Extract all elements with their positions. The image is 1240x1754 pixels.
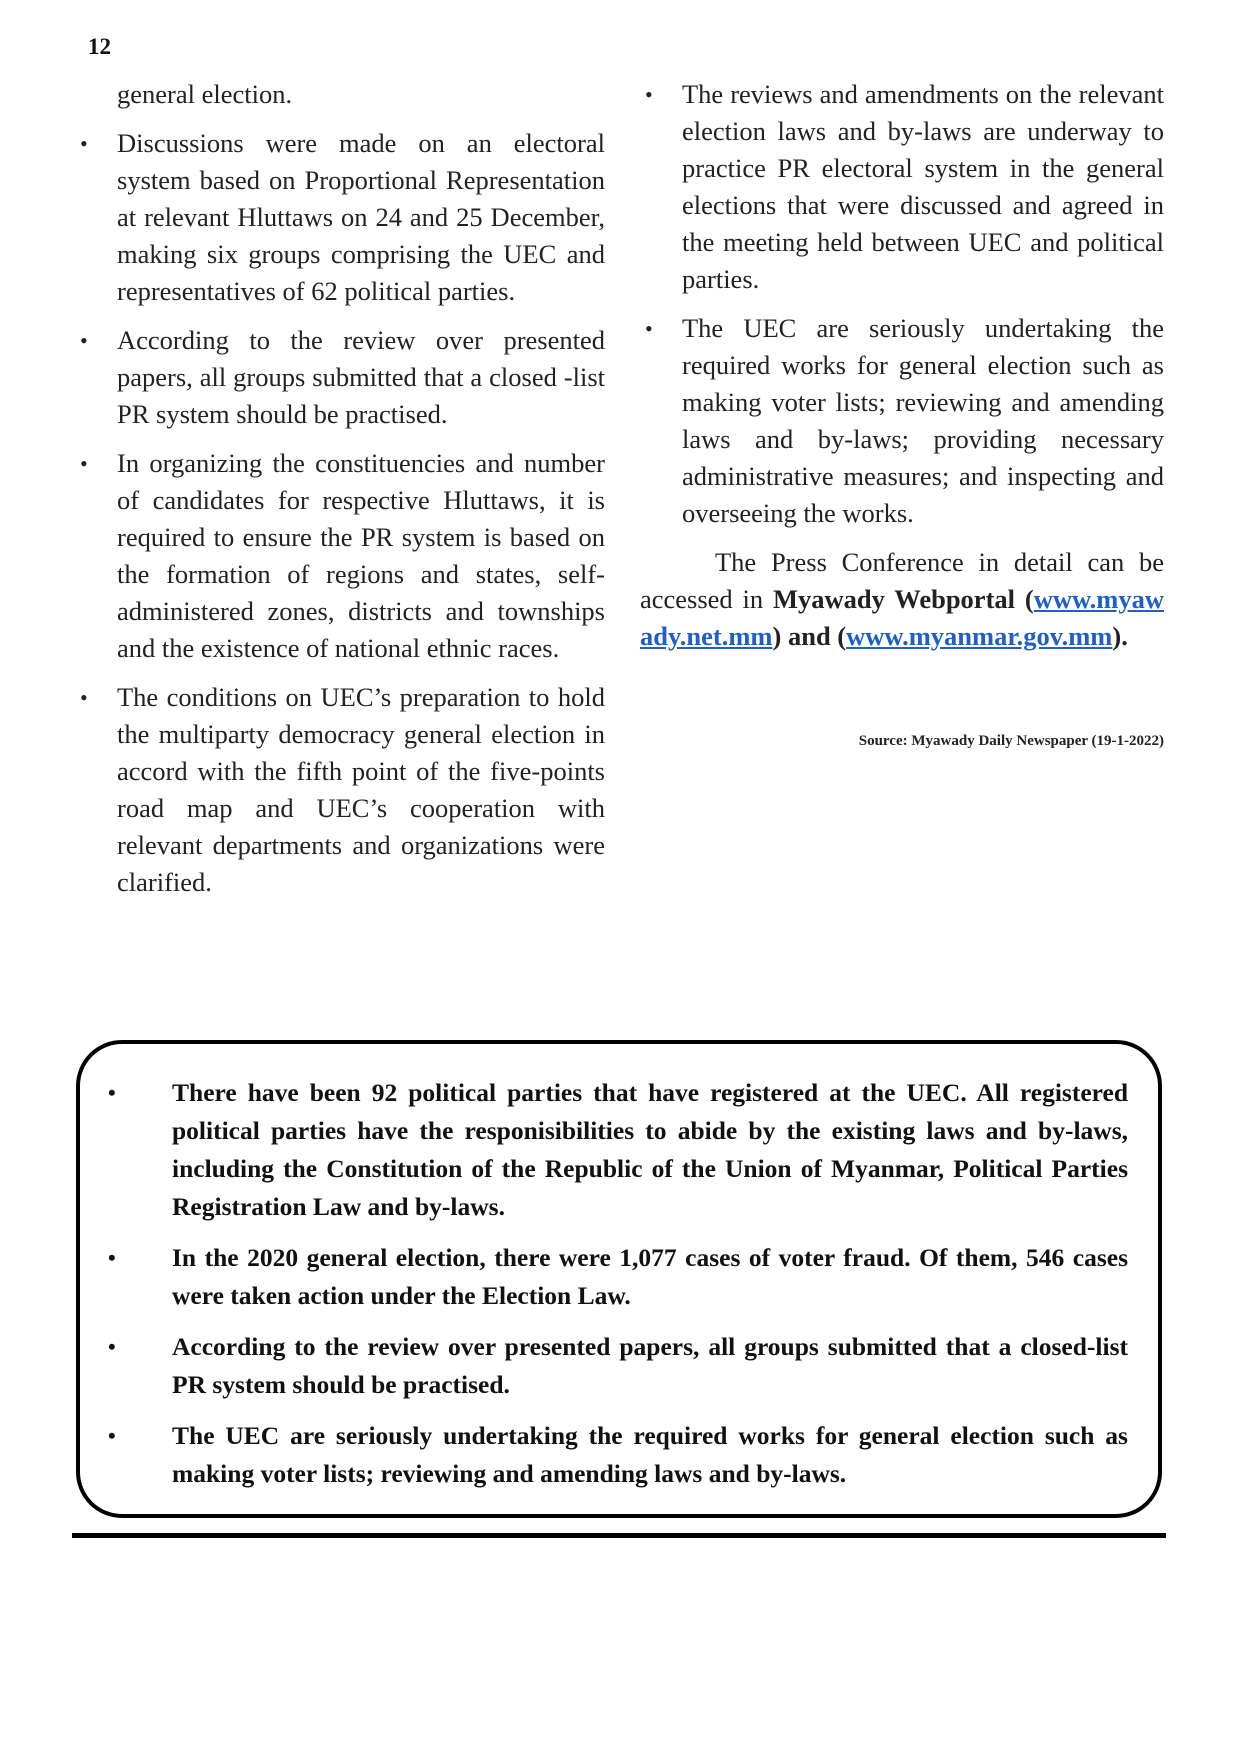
bullet-icon: • xyxy=(108,1334,116,1359)
summary-item-text: According to the review over presented papers, all groups submitted that a closed-list PR system should be practised. xyxy=(172,1332,1128,1399)
page-number: 12 xyxy=(88,34,111,59)
list-item xyxy=(75,445,605,667)
bullet-icon: • xyxy=(80,685,88,710)
myanmar-gov-link[interactable]: www.myanmar.gov.mm xyxy=(846,621,1113,651)
summary-item xyxy=(108,1239,1128,1315)
right-column xyxy=(640,76,1164,751)
and-text: ) and ( xyxy=(772,621,847,651)
summary-item xyxy=(108,1417,1128,1493)
list-item xyxy=(640,310,1164,532)
bullet-icon: • xyxy=(108,1423,116,1448)
list-item-text: The UEC are seriously undertaking the required works for general election such as making voter lists; reviewing and amending laws and by-laws; providing necessary administrative measures; and inspecting and overseeing the works. xyxy=(682,313,1164,528)
paren-close: ). xyxy=(1112,621,1128,651)
bullet-icon: • xyxy=(80,131,88,156)
bullet-icon: • xyxy=(80,328,88,353)
summary-box xyxy=(76,1040,1162,1518)
press-intro: The Press Conference in detail can be accessed in xyxy=(640,547,1164,614)
paren-open: ( xyxy=(1015,584,1034,614)
portal-name: Myawady Webportal xyxy=(773,584,1016,614)
bullet-icon: • xyxy=(645,316,653,341)
myawady-link[interactable]: www.myawady.net.mm xyxy=(640,584,1164,651)
bottom-divider xyxy=(72,1533,1166,1538)
summary-item-text: In the 2020 general election, there were 1,077 cases of voter fraud. Of them, 546 cases were taken action under the Election Law. xyxy=(172,1243,1128,1310)
right-bullet-list xyxy=(640,76,1164,532)
list-item xyxy=(75,679,605,901)
list-item-text: Discussions were made on an electoral system based on Proportional Representation at relevant Hluttaws on 24 and 25 December, making six groups comprising the UEC and representatives of 62 political parties. xyxy=(117,128,605,306)
summary-bullet-list xyxy=(108,1074,1128,1493)
bullet-icon: • xyxy=(645,82,653,107)
list-item xyxy=(75,125,605,310)
list-item xyxy=(640,76,1164,298)
list-item-text: According to the review over presented papers, all groups submitted that a closed -list PR system should be practised. xyxy=(117,325,605,429)
press-conference-paragraph xyxy=(640,544,1164,655)
summary-item xyxy=(108,1074,1128,1226)
summary-item-text: The UEC are seriously undertaking the required works for general election such as making voter lists; reviewing and amending laws and by-laws. xyxy=(172,1421,1128,1488)
continuation-text: general election. xyxy=(117,79,293,109)
summary-item-text: There have been 92 political parties that have registered at the UEC. All registered political parties have the responisibilities to abide by the existing laws and by-laws, including the Constitution of the Republic of the Union of Myanmar, Political Parties Registration Law and by-laws. xyxy=(172,1078,1128,1221)
bullet-icon: • xyxy=(108,1080,116,1105)
bullet-icon: • xyxy=(108,1245,116,1270)
list-item-text: The reviews and amendments on the relevant election laws and by-laws are underway to practice PR electoral system in the general elections that were discussed and agreed in the meeting held between UEC and political parties. xyxy=(682,79,1164,294)
summary-item xyxy=(108,1328,1128,1404)
bullet-icon: • xyxy=(80,451,88,476)
left-column xyxy=(75,76,605,913)
list-item-text: The conditions on UEC’s preparation to hold the multiparty democracy general election in accord with the fifth point of the five-points road map and UEC’s cooperation with relevant departments and organizations were clarified. xyxy=(117,682,605,897)
list-item-text: In organizing the constituencies and number of candidates for respective Hluttaws, it is required to ensure the PR system is based on the formation of regions and states, self-administered zones, districts and townships and the existence of national ethnic races. xyxy=(117,448,605,663)
list-item xyxy=(75,322,605,433)
left-bullet-list xyxy=(75,125,605,901)
source-citation: Source: Myawady Daily Newspaper (19-1-2022) xyxy=(858,733,1164,749)
